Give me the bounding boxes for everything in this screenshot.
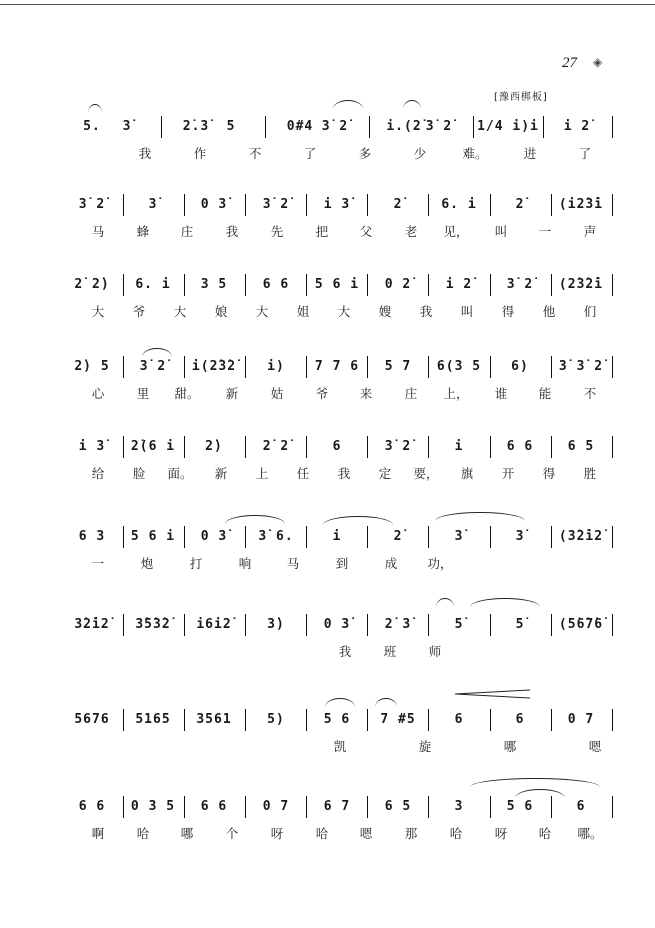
section-tag: [豫西梆板] — [494, 92, 548, 103]
note-group: 3 — [454, 799, 464, 814]
lyric-syllable: 把 — [315, 224, 329, 239]
barline — [428, 356, 429, 378]
note-group: i 3̇ — [323, 197, 351, 212]
top-rule — [0, 4, 655, 5]
note-group: 3̇ 2̇ — [506, 277, 534, 292]
barline — [490, 194, 491, 216]
note-group: i — [454, 439, 464, 454]
note-group: 5 6 i — [130, 529, 176, 544]
lyric-syllable: 我 — [337, 466, 351, 481]
barline — [123, 796, 124, 818]
notation-row — [0, 709, 655, 733]
note-group: 6 — [515, 712, 525, 727]
lyric-syllable: 他 — [542, 304, 556, 319]
note-group: 3̇5̇3̇2̇ — [135, 617, 171, 632]
note-group: 6. i — [441, 197, 477, 212]
note-group: 3̇ 3̇ 2̇ — [558, 359, 604, 374]
lyric-syllable: 马 — [91, 224, 105, 239]
note-group: 5. — [83, 119, 101, 134]
note-group: 3 5 — [200, 277, 228, 292]
note-group: 7 #5 — [380, 712, 416, 727]
score-system — [0, 522, 655, 602]
lyric-syllable: 爷 — [315, 386, 329, 401]
lyric-syllable: 新 — [214, 466, 228, 481]
lyric-syllable: 炮 — [140, 556, 154, 571]
lyric-syllable: 班 — [383, 644, 397, 659]
barline — [473, 116, 474, 138]
lyric-syllable: 谁 — [494, 386, 508, 401]
barline — [123, 356, 124, 378]
lyric-syllable: 上， — [443, 386, 469, 401]
note-group: 6 — [454, 712, 464, 727]
barline — [428, 194, 429, 216]
lyric-syllable: 们 — [583, 304, 597, 319]
lyric-syllable: 姑 — [270, 386, 284, 401]
lyric-syllable: 一 — [91, 556, 105, 571]
note-group: 0 3 5 — [130, 799, 176, 814]
lyric-syllable: 胜 — [583, 466, 597, 481]
lyric-syllable: 嗯 — [359, 826, 373, 841]
note-group: 3̇ — [122, 119, 132, 134]
barline — [612, 356, 613, 378]
page-corner-mark-icon: ◈ — [593, 55, 603, 69]
note-group: 5) — [267, 712, 285, 727]
barline — [612, 614, 613, 636]
barline — [612, 436, 613, 458]
slur-mark — [515, 789, 565, 798]
lyric-syllable: 叫 — [494, 224, 508, 239]
note-group: 5 6 i — [314, 277, 360, 292]
barline — [551, 356, 552, 378]
barline — [306, 709, 307, 731]
barline — [428, 709, 429, 731]
lyric-syllable: 多 — [358, 146, 372, 161]
note-group: 3̇ — [454, 529, 464, 544]
lyric-syllable: 少 — [413, 146, 427, 161]
slur-mark — [435, 512, 525, 521]
note-group: 5̇ — [454, 617, 464, 632]
page-number: 27 — [562, 55, 577, 71]
barline — [306, 356, 307, 378]
lyric-syllable: 爷 — [132, 304, 146, 319]
lyric-syllable: 我 — [338, 644, 352, 659]
barline — [245, 436, 246, 458]
score-system — [0, 792, 655, 872]
barline — [184, 194, 185, 216]
barline — [490, 709, 491, 731]
barline — [551, 614, 552, 636]
note-group: i 2̇ — [445, 277, 473, 292]
barline — [551, 796, 552, 818]
barline — [245, 614, 246, 636]
lyric-syllable: 旋 — [418, 739, 432, 754]
note-group: i6i2̇ — [196, 617, 232, 632]
barline — [184, 274, 185, 296]
note-group: 6) — [511, 359, 529, 374]
barline — [428, 614, 429, 636]
crescendo-hairpin-icon — [455, 689, 530, 699]
barline — [428, 526, 429, 548]
lyric-syllable: 我 — [138, 146, 152, 161]
lyric-syllable: 脸 — [132, 466, 146, 481]
notation-row — [0, 614, 655, 638]
note-group: 1/4 i)i — [477, 119, 539, 134]
notation-row — [0, 116, 655, 140]
lyric-syllable: 大 — [91, 304, 105, 319]
note-group: 3̇) — [267, 617, 285, 632]
score-system — [0, 432, 655, 512]
barline — [161, 116, 162, 138]
lyric-syllable: 先 — [270, 224, 284, 239]
note-group: 6(3 5 — [436, 359, 482, 374]
note-group: i — [332, 529, 342, 544]
barline — [265, 116, 266, 138]
lyric-syllable: 哈 — [136, 826, 150, 841]
lyric-syllable: 庄 — [404, 386, 418, 401]
note-group: 0#4 — [286, 119, 314, 134]
note-group: 5 7 — [384, 359, 412, 374]
lyric-syllable: 呀 — [270, 826, 284, 841]
note-group: (3̇2̇i2̇ — [558, 529, 604, 544]
note-group: 2̇) 5 — [74, 359, 110, 374]
lyric-syllable: 一 — [538, 224, 552, 239]
lyric-syllable: 父 — [359, 224, 373, 239]
lyric-syllable: 不 — [583, 386, 597, 401]
barline — [123, 194, 124, 216]
notation-row — [0, 274, 655, 298]
score-system — [0, 112, 655, 192]
slur-mark — [323, 516, 393, 525]
lyric-syllable: 了 — [303, 146, 317, 161]
lyric-syllable: 庄 — [180, 224, 194, 239]
note-group: 6 5 — [567, 439, 595, 454]
barline — [428, 796, 429, 818]
barline — [306, 526, 307, 548]
note-group: i 3̇ — [78, 439, 106, 454]
note-group: 6 6 — [506, 439, 534, 454]
note-group: 2̇ 2̇ — [262, 439, 290, 454]
lyric-syllable: 凯 — [333, 739, 347, 754]
score-system — [0, 705, 655, 785]
lyric-syllable: 哈 — [449, 826, 463, 841]
lyric-syllable: 见， — [443, 224, 469, 239]
slur-mark — [325, 698, 355, 707]
lyrics-row — [0, 824, 655, 842]
note-group: 0 3̇ — [323, 617, 351, 632]
note-group: 7 7 6 — [314, 359, 360, 374]
lyric-syllable: 不 — [248, 146, 262, 161]
lyric-syllable: 面。 — [167, 466, 193, 481]
lyric-syllable: 哪 — [180, 826, 194, 841]
note-group: 3̇ — [148, 197, 158, 212]
note-group: 3̇ 2̇ — [425, 119, 453, 134]
barline — [367, 796, 368, 818]
note-group: 3̇ 6. — [258, 529, 294, 544]
barline — [367, 614, 368, 636]
lyric-syllable: 来 — [359, 386, 373, 401]
barline — [367, 274, 368, 296]
lyrics-row — [0, 554, 655, 572]
barline — [551, 274, 552, 296]
barline — [612, 526, 613, 548]
lyrics-row — [0, 464, 655, 482]
barline — [551, 526, 552, 548]
lyric-syllable: 蜂 — [136, 224, 150, 239]
note-group: 3̇ 2̇ — [321, 119, 349, 134]
barline — [367, 709, 368, 731]
barline — [245, 274, 246, 296]
barline — [612, 194, 613, 216]
lyric-syllable: 甜。 — [174, 386, 200, 401]
note-group: 3̇ 2̇ — [384, 439, 412, 454]
lyric-syllable: 嫂 — [378, 304, 392, 319]
lyric-syllable: 给 — [91, 466, 105, 481]
note-group: 3̇ — [515, 529, 525, 544]
lyric-syllable: 得 — [542, 466, 556, 481]
barline — [551, 436, 552, 458]
lyrics-row — [0, 384, 655, 402]
lyric-syllable: 旗 — [460, 466, 474, 481]
lyric-syllable: 到 — [335, 556, 349, 571]
note-group: 3̇ 2̇ — [262, 197, 290, 212]
barline — [612, 274, 613, 296]
barline — [551, 709, 552, 731]
note-group: 5676 — [74, 712, 110, 727]
lyric-syllable: 个 — [225, 826, 239, 841]
barline — [612, 796, 613, 818]
lyric-syllable: 我 — [419, 304, 433, 319]
slur-mark — [88, 104, 102, 113]
note-group: (i2̇3̇i — [558, 197, 604, 212]
note-group: i.(2̇ — [386, 119, 422, 134]
lyric-syllable: 新 — [225, 386, 239, 401]
barline — [490, 796, 491, 818]
notation-row — [0, 796, 655, 820]
barline — [245, 709, 246, 731]
note-group: 5 6 — [323, 712, 351, 727]
note-group: i(2̇3̇2̇ — [191, 359, 237, 374]
barline — [367, 194, 368, 216]
barline — [551, 194, 552, 216]
note-group: 2̇ 2̇) — [74, 277, 110, 292]
lyric-syllable: 呀 — [494, 826, 508, 841]
score-system — [0, 190, 655, 270]
barline — [306, 614, 307, 636]
barline — [367, 356, 368, 378]
note-group: 0 3̇ — [200, 529, 228, 544]
barline — [428, 436, 429, 458]
lyrics-row — [0, 642, 655, 660]
notation-row — [0, 436, 655, 460]
note-group: 2̇ — [393, 529, 403, 544]
note-group: 6 6 — [200, 799, 228, 814]
lyric-syllable: 马 — [286, 556, 300, 571]
barline — [184, 796, 185, 818]
lyric-syllable: 了 — [578, 146, 592, 161]
barline — [184, 709, 185, 731]
barline — [184, 526, 185, 548]
lyric-syllable: 能 — [538, 386, 552, 401]
lyric-syllable: 哪 — [503, 739, 517, 754]
note-group: 5 — [226, 119, 236, 134]
barline — [428, 274, 429, 296]
note-group: 6 3 — [78, 529, 106, 544]
note-group: 5165 — [135, 712, 171, 727]
slur-mark — [375, 698, 397, 707]
lyric-syllable: 啊 — [91, 826, 105, 841]
note-group: 5̇ — [515, 617, 525, 632]
lyric-syllable: 哈 — [538, 826, 552, 841]
barline — [490, 274, 491, 296]
lyric-syllable: 姐 — [296, 304, 310, 319]
note-group: (5̇6̇7̇6̇ — [558, 617, 604, 632]
barline — [123, 274, 124, 296]
lyric-syllable: 开 — [501, 466, 515, 481]
note-group: 6 7 — [323, 799, 351, 814]
barline — [123, 436, 124, 458]
barline — [367, 436, 368, 458]
barline — [306, 274, 307, 296]
lyric-syllable: 功， — [427, 556, 453, 571]
note-group: 3̇ 2̇ — [78, 197, 106, 212]
score-system — [0, 610, 655, 690]
notation-row — [0, 526, 655, 550]
barline — [245, 194, 246, 216]
lyric-syllable: 哪。 — [577, 826, 603, 841]
lyric-syllable: 嗯 — [588, 739, 602, 754]
note-group: 2̇ 3̇ — [384, 617, 412, 632]
lyrics-row — [0, 222, 655, 240]
notation-row — [0, 356, 655, 380]
barline — [123, 526, 124, 548]
lyric-syllable: 响 — [238, 556, 252, 571]
note-group: 2̇.3̇ — [182, 119, 210, 134]
lyric-syllable: 难。 — [462, 146, 488, 161]
lyric-syllable: 定 — [378, 466, 392, 481]
slur-mark — [333, 100, 363, 109]
barline — [367, 526, 368, 548]
lyric-syllable: 大 — [337, 304, 351, 319]
note-group: 3561 — [196, 712, 232, 727]
lyric-syllable: 大 — [255, 304, 269, 319]
lyric-syllable: 里 — [136, 386, 150, 401]
barline — [490, 526, 491, 548]
lyric-syllable: 任 — [296, 466, 310, 481]
note-group: 5 6 — [506, 799, 534, 814]
note-group: 6 6 — [262, 277, 290, 292]
note-group: 2̇) — [205, 439, 223, 454]
note-group: 0 2̇ — [384, 277, 412, 292]
lyric-syllable: 娘 — [214, 304, 228, 319]
barline — [543, 116, 544, 138]
note-group: i 2̇ — [563, 119, 591, 134]
barline — [369, 116, 370, 138]
note-group: 2̇(6 i — [130, 439, 176, 454]
barline — [306, 194, 307, 216]
lyric-syllable: 成 — [384, 556, 398, 571]
note-group: (2̇3̇2̇i — [558, 277, 604, 292]
notation-row — [0, 194, 655, 218]
lyric-syllable: 作 — [193, 146, 207, 161]
barline — [184, 356, 185, 378]
note-group: 6 5 — [384, 799, 412, 814]
lyric-syllable: 叫 — [460, 304, 474, 319]
score-system — [0, 352, 655, 432]
barline — [245, 356, 246, 378]
lyric-syllable: 上 — [255, 466, 269, 481]
lyric-syllable: 得 — [501, 304, 515, 319]
slur-mark — [403, 100, 421, 109]
lyric-syllable: 进 — [523, 146, 537, 161]
note-group: 3̇2̇i2̇ — [74, 617, 110, 632]
lyric-syllable: 师 — [428, 644, 442, 659]
barline — [123, 709, 124, 731]
lyrics-row — [0, 302, 655, 320]
score-system — [0, 270, 655, 350]
lyric-syllable: 打 — [189, 556, 203, 571]
lyrics-row — [0, 144, 655, 162]
barline — [306, 796, 307, 818]
lyric-syllable: 声 — [583, 224, 597, 239]
barline — [490, 436, 491, 458]
barline — [245, 526, 246, 548]
note-group: 6 — [576, 799, 586, 814]
slur-mark — [225, 515, 285, 524]
barline — [184, 614, 185, 636]
note-group: 6. i — [135, 277, 171, 292]
lyric-syllable: 心 — [91, 386, 105, 401]
note-group: 0 7 — [567, 712, 595, 727]
lyric-syllable: 哈 — [315, 826, 329, 841]
note-group: 6 — [332, 439, 342, 454]
barline — [245, 796, 246, 818]
lyric-syllable: 那 — [404, 826, 418, 841]
note-group: i) — [267, 359, 285, 374]
lyric-syllable: 大 — [173, 304, 187, 319]
note-group: 0 3̇ — [200, 197, 228, 212]
barline — [184, 436, 185, 458]
barline — [490, 356, 491, 378]
barline — [612, 116, 613, 138]
barline — [612, 709, 613, 731]
barline — [123, 614, 124, 636]
lyrics-row — [0, 737, 655, 755]
note-group: 0 7 — [262, 799, 290, 814]
lyric-syllable: 要， — [413, 466, 439, 481]
note-group: 2̇ — [393, 197, 403, 212]
barline — [490, 614, 491, 636]
note-group: 2̇ — [515, 197, 525, 212]
note-group: 6 6 — [78, 799, 106, 814]
lyric-syllable: 老 — [404, 224, 418, 239]
note-group: 3̇ 2̇ — [139, 359, 167, 374]
lyric-syllable: 我 — [225, 224, 239, 239]
barline — [306, 436, 307, 458]
